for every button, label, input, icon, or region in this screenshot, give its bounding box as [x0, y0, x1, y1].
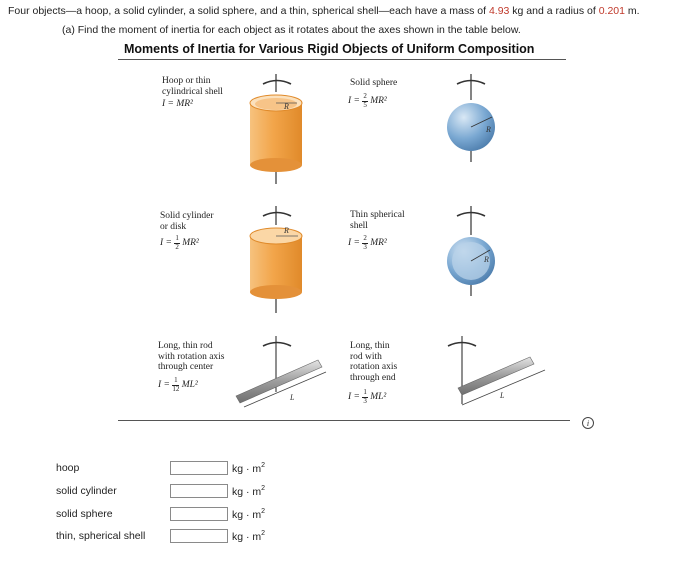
thin-shell-diagram	[447, 206, 495, 296]
formula-post: ML²	[181, 380, 198, 391]
solid-cylinder-diagram	[250, 206, 302, 313]
hoop-inner	[255, 98, 297, 110]
rotation-arrow-icon	[263, 343, 291, 347]
formula-post: MR²	[370, 238, 387, 249]
numerator: 2	[363, 234, 367, 242]
info-icon[interactable]: i	[582, 417, 594, 429]
formula-post: ML²	[370, 392, 387, 403]
rotation-arrow-icon	[263, 213, 291, 217]
cylinder-bottom	[250, 285, 302, 299]
unit-text: kg · m	[232, 463, 262, 475]
denominator: 3	[363, 396, 367, 405]
rod-end-label-line3: rotation axis	[350, 362, 398, 372]
solid-cylinder-label-line2: or disk	[160, 221, 187, 232]
thin-shell-label-line2: shell	[350, 220, 368, 231]
unit-text: kg · m	[232, 509, 262, 521]
rod	[236, 360, 322, 403]
solid-cylinder-unit	[232, 485, 265, 498]
solid-cylinder-label-line1: Solid cylinder	[160, 211, 214, 221]
length-label: L	[500, 391, 505, 400]
formula-post: MR²	[182, 238, 199, 249]
formula-pre: I =	[348, 392, 360, 403]
hoop-body	[250, 103, 302, 165]
thin-shell-unit	[232, 530, 265, 543]
numerator: 1	[174, 376, 178, 384]
rod-center-label-line3: through center	[158, 362, 214, 372]
rod-center-label-line2: with rotation axis	[158, 351, 225, 362]
answer-label-hoop: hoop	[56, 462, 80, 474]
question-line1-mid: kg and a radius of	[509, 5, 599, 17]
mass-value: 4.93	[488, 5, 510, 17]
numerator: 1	[175, 234, 179, 242]
rod-end-label-line1: Long, thin	[350, 341, 390, 351]
question-line1: Four objects—a hoop, a solid cylinder, a solid sphere, and a thin, spherical shell—each have a mass of	[8, 5, 489, 17]
hoop-label-line1: Hoop or thin	[162, 76, 211, 86]
formula-pre: I =	[160, 238, 172, 249]
table-title: Moments of Inertia for Various Rigid Objects of Uniform Composition	[124, 42, 535, 56]
unit-exponent: 2	[261, 485, 266, 492]
rotation-arrow-icon	[263, 81, 291, 85]
denominator: 3	[363, 242, 367, 251]
solid-cylinder-answer-input[interactable]	[170, 484, 228, 498]
numerator: 1	[363, 388, 367, 396]
radius-label: R	[484, 255, 489, 264]
hoop-bottom	[250, 158, 302, 172]
formula-pre: I =	[348, 96, 360, 107]
solid-sphere-unit	[232, 508, 265, 521]
formula-pre: I =	[348, 238, 360, 249]
unit-exponent: 2	[261, 508, 266, 515]
thin-shell-answer-input[interactable]	[170, 529, 228, 543]
formula-post: MR²	[370, 96, 387, 107]
solid-sphere-answer-input[interactable]	[170, 507, 228, 521]
part-a-text: (a) Find the moment of inertia for each object as it rotates about the axes shown in the table below.	[62, 24, 521, 36]
rod-end-label-line2: rod with	[350, 351, 382, 362]
hoop-unit	[232, 462, 265, 475]
hoop-diagram	[250, 74, 302, 184]
denominator: 2	[175, 242, 179, 251]
denominator: 12	[172, 384, 180, 393]
rod	[458, 357, 534, 395]
unit-exponent: 2	[261, 530, 266, 537]
answer-label-solid-cylinder: solid cylinder	[56, 485, 117, 497]
rod-end-diagram	[448, 336, 545, 405]
hoop-label-line2: cylindrical shell	[162, 86, 223, 97]
solid-sphere-label-line1: Solid sphere	[350, 78, 398, 88]
answer-label-thin-shell: thin, spherical shell	[56, 530, 146, 542]
radius-label: R	[284, 226, 289, 235]
rod-center-diagram	[236, 336, 326, 407]
unit-text: kg · m	[232, 486, 262, 498]
unit-text: kg · m	[232, 531, 262, 543]
thin-shell-label-line1: Thin spherical	[350, 210, 405, 220]
length-label: L	[290, 393, 295, 402]
numerator: 2	[363, 92, 367, 100]
radius-value: 0.201	[598, 5, 625, 17]
question-line1-end: m.	[624, 5, 640, 17]
denominator: 5	[363, 100, 367, 109]
radius-label: R	[284, 102, 289, 111]
rod-center-label-line1: Long, thin rod	[158, 341, 213, 351]
solid-sphere-diagram	[447, 74, 495, 162]
unit-exponent: 2	[261, 462, 266, 469]
answer-label-solid-sphere: solid sphere	[56, 508, 113, 520]
radius-label: R	[486, 125, 491, 134]
rod-end-label-line4: through end	[350, 372, 396, 383]
formula-pre: I =	[158, 380, 170, 391]
hoop-formula: I = MR²	[162, 99, 193, 109]
hoop-answer-input[interactable]	[170, 461, 228, 475]
